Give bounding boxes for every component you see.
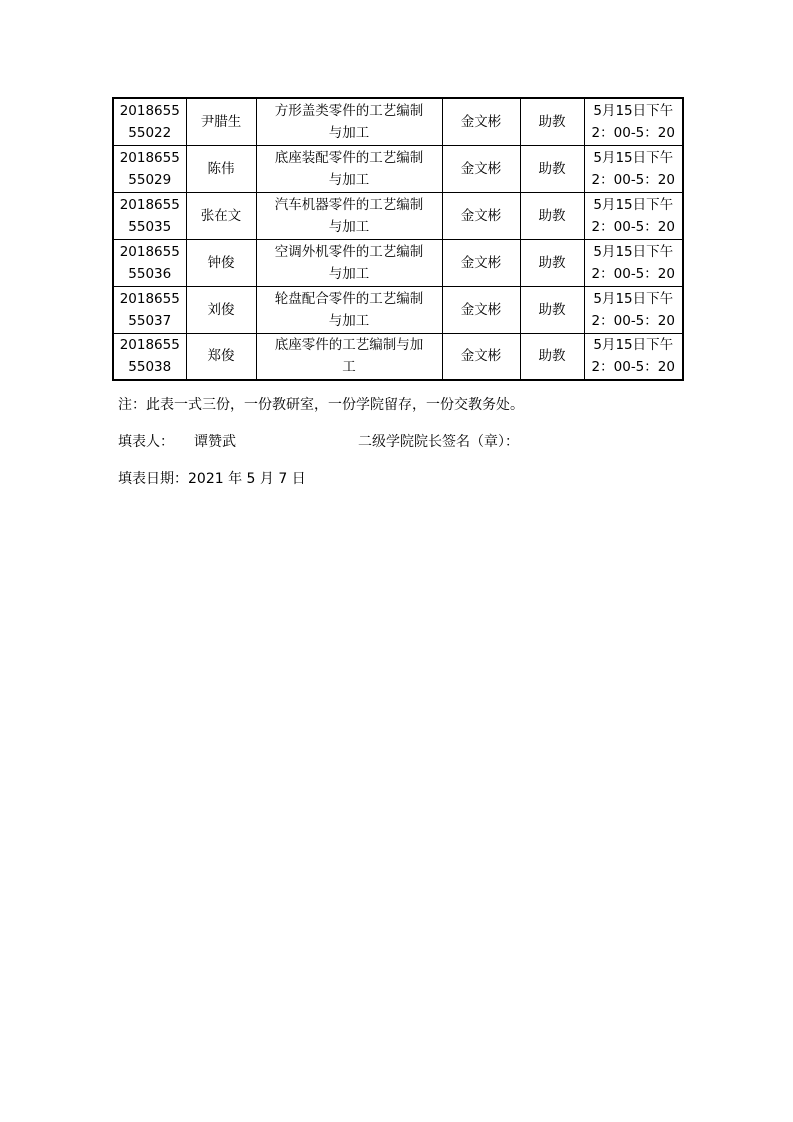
thesis-topic: 方形盖类零件的工艺编制与加工: [274, 102, 424, 141]
fill-date: 填表日期：2021 年 5 月 7 日: [118, 471, 306, 487]
student-name: 钟俊: [207, 254, 235, 271]
advisor-name: 金文彬: [460, 113, 502, 130]
filler-label: 填表人：: [118, 434, 174, 450]
student-name-cell: [186, 145, 256, 192]
topic-cell: [256, 286, 442, 333]
student-id: 201865555038: [119, 337, 180, 376]
student-name: 张在文: [200, 207, 242, 224]
student-name-cell: [186, 192, 256, 239]
defense-time: 5月15日下午2：00-5：20: [591, 196, 675, 235]
teacher-cell: [442, 145, 520, 192]
student-name-cell: [186, 333, 256, 380]
time-cell: [584, 239, 683, 286]
student-id-cell: [113, 192, 186, 239]
teacher-cell: [442, 192, 520, 239]
student-name-cell: [186, 286, 256, 333]
title-cell: [520, 98, 584, 145]
distribution-note: 注：此表一式三份，一份教研室，一份学院留存，一份交教务处。: [118, 397, 524, 413]
title-cell: [520, 333, 584, 380]
time-cell: [584, 333, 683, 380]
student-name: 尹腊生: [200, 113, 242, 130]
student-id-cell: [113, 286, 186, 333]
table-row: [113, 98, 683, 145]
defense-time: 5月15日下午2：00-5：20: [591, 337, 675, 376]
student-id-cell: [113, 333, 186, 380]
advisor-name: 金文彬: [460, 254, 502, 271]
filler-name: 谭赞武: [194, 434, 236, 450]
title-cell: [520, 145, 584, 192]
advisor-title: 助教: [538, 160, 566, 177]
time-cell: [584, 98, 683, 145]
student-name: 陈伟: [207, 160, 235, 177]
teacher-cell: [442, 333, 520, 380]
defense-time: 5月15日下午2：00-5：20: [591, 149, 675, 188]
student-name: 刘俊: [207, 301, 235, 318]
topic-cell: [256, 333, 442, 380]
student-name-cell: [186, 98, 256, 145]
advisor-name: 金文彬: [460, 301, 502, 318]
student-id-cell: [113, 98, 186, 145]
title-cell: [520, 239, 584, 286]
student-id: 201865555035: [119, 196, 180, 235]
table-row: [113, 145, 683, 192]
table-row: [113, 333, 683, 380]
thesis-topic: 空调外机零件的工艺编制与加工: [274, 243, 424, 282]
defense-time: 5月15日下午2：00-5：20: [591, 290, 675, 329]
table-row: [113, 192, 683, 239]
student-name-cell: [186, 239, 256, 286]
time-cell: [584, 286, 683, 333]
student-id: 201865555036: [119, 243, 180, 282]
student-id-cell: [113, 145, 186, 192]
topic-cell: [256, 239, 442, 286]
advisor-title: 助教: [538, 254, 566, 271]
student-name: 郑俊: [207, 348, 235, 365]
advisor-title: 助教: [538, 301, 566, 318]
time-cell: [584, 192, 683, 239]
advisor-title: 助教: [538, 113, 566, 130]
defense-time: 5月15日下午2：00-5：20: [591, 243, 675, 282]
teacher-cell: [442, 286, 520, 333]
topic-cell: [256, 192, 442, 239]
thesis-topic: 轮盘配合零件的工艺编制与加工: [274, 290, 424, 329]
advisor-title: 助教: [538, 207, 566, 224]
student-id: 201865555037: [119, 290, 180, 329]
time-cell: [584, 145, 683, 192]
title-cell: [520, 286, 584, 333]
advisor-name: 金文彬: [460, 160, 502, 177]
dean-signature-label: 二级学院院长签名（章）：: [358, 434, 519, 450]
teacher-cell: [442, 98, 520, 145]
thesis-topic: 底座装配零件的工艺编制与加工: [274, 149, 424, 188]
student-id-cell: [113, 239, 186, 286]
teacher-cell: [442, 239, 520, 286]
student-id: 201865555022: [119, 102, 180, 141]
defense-time: 5月15日下午2：00-5：20: [591, 102, 675, 141]
table-row: [113, 239, 683, 286]
topic-cell: [256, 98, 442, 145]
advisor-name: 金文彬: [460, 348, 502, 365]
advisor-title: 助教: [538, 348, 566, 365]
thesis-topic: 底座零件的工艺编制与加工: [274, 337, 424, 376]
student-id: 201865555029: [119, 149, 180, 188]
defense-schedule-table: [112, 97, 684, 381]
thesis-topic: 汽车机器零件的工艺编制与加工: [274, 196, 424, 235]
advisor-name: 金文彬: [460, 207, 502, 224]
table-row: [113, 286, 683, 333]
topic-cell: [256, 145, 442, 192]
title-cell: [520, 192, 584, 239]
